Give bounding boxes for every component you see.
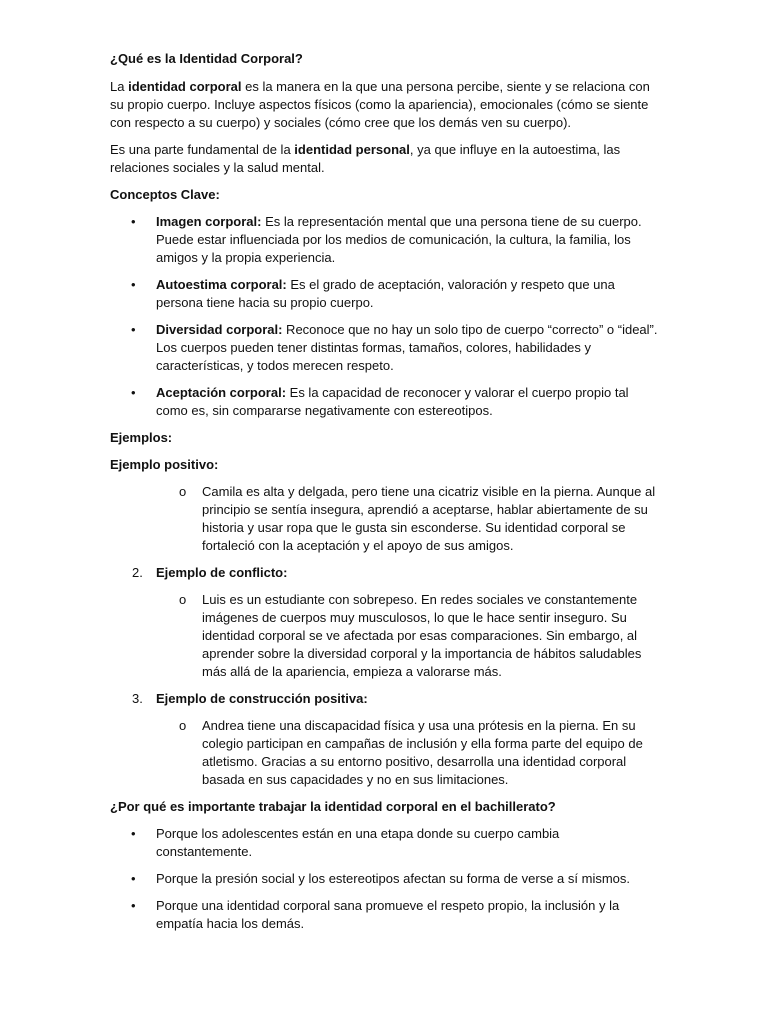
concept-item: • Diversidad corporal: Reconoce que no hay un solo tipo de cuerpo “correcto” o “ideal”. Los cuerpos pueden tener distintas formas, tamaños, colores, habilidades y características, y todos merecen respeto. bbox=[131, 322, 658, 373]
concept-item: • Imagen corporal: Es la representación mental que una persona tiene de su cuerpo. Puede estar influenciada por los medios de comunicación, la cultura, la familia, los amigos y la propia experiencia. bbox=[131, 214, 642, 265]
example-positive-heading: Ejemplo positivo: bbox=[110, 457, 219, 472]
why-list bbox=[110, 825, 658, 933]
circle-bullet-icon: o bbox=[179, 592, 187, 607]
document-body bbox=[110, 50, 658, 942]
bullet-icon: • bbox=[131, 898, 136, 913]
concepts-list bbox=[110, 213, 658, 420]
list-number: 3. bbox=[132, 691, 143, 706]
why-item: • Porque la presión social y los estereotipos afectan su forma de verse a sí mismos. bbox=[131, 871, 630, 886]
concept-item: • Autoestima corporal: Es el grado de aceptación, valoración y respeto que una persona tiene hacia su propio cuerpo. bbox=[131, 277, 615, 310]
example-conflict-item: o Luis es un estudiante con sobrepeso. En redes sociales ve constantemente imágenes de cuerpos muy musculosos, lo que le hace sentir inseguro. Su identidad corporal se ve afectada por esas comparaciones. Sin embargo, al aprender sobre la diversidad corporal y la importancia de hábitos saludables más allá de la apariencia, empieza a valorarse más. bbox=[179, 592, 642, 679]
bullet-icon: • bbox=[131, 277, 136, 292]
circle-bullet-icon: o bbox=[179, 484, 187, 499]
why-heading: ¿Por qué es importante trabajar la identidad corporal en el bachillerato? bbox=[110, 799, 556, 814]
bullet-icon: • bbox=[131, 214, 136, 229]
intro-paragraph-2: Es una parte fundamental de la identidad personal, ya que influye en la autoestima, las relaciones sociales y la salud mental. bbox=[110, 142, 621, 175]
bullet-icon: • bbox=[131, 385, 136, 400]
example-conflict-heading: 2. Ejemplo de conflicto: bbox=[132, 565, 288, 580]
why-item: • Porque una identidad corporal sana promueve el respeto propio, la inclusión y la empatía hacia los demás. bbox=[131, 898, 620, 931]
intro-paragraph-1: La identidad corporal es la manera en la que una persona percibe, siente y se relaciona con su propio cuerpo. Incluye aspectos físicos (como la apariencia), emocionales (cómo se siente con respecto a su cuerpo) y sociales (cómo cree que los demás ven su cuerpo). bbox=[110, 79, 650, 130]
bullet-icon: • bbox=[131, 826, 136, 841]
example-construction-item: o Andrea tiene una discapacidad física y usa una prótesis en la pierna. En su colegio participan en campañas de inclusión y ella forma parte del equipo de atletismo. Gracias a su entorno positivo, desarrolla una identidad corporal basada en sus capacidades y no en sus limitaciones. bbox=[179, 718, 643, 787]
example-construction-heading: 3. Ejemplo de construcción positiva: bbox=[132, 691, 368, 706]
bullet-icon: • bbox=[131, 871, 136, 886]
document-title: ¿Qué es la Identidad Corporal? bbox=[110, 51, 303, 66]
example-positive-item: o Camila es alta y delgada, pero tiene una cicatriz visible en la pierna. Aunque al principio se sentía insegura, aprendió a aceptarse, hablar abiertamente de su historia y usar ropa que le gusta sin esconderse. Su identidad corporal se fortaleció con la aceptación y el apoyo de sus amigos. bbox=[179, 484, 656, 553]
concepts-heading: Conceptos Clave: bbox=[110, 187, 220, 202]
examples-heading: Ejemplos: bbox=[110, 430, 173, 445]
why-item: • Porque los adolescentes están en una etapa donde su cuerpo cambia constantemente. bbox=[131, 826, 560, 859]
bullet-icon: • bbox=[131, 322, 136, 337]
concept-item: • Aceptación corporal: Es la capacidad de reconocer y valorar el cuerpo propio tal como es, sin compararse negativamente con estereotipos. bbox=[131, 385, 629, 418]
list-number: 2. bbox=[132, 565, 143, 580]
circle-bullet-icon: o bbox=[179, 718, 187, 733]
